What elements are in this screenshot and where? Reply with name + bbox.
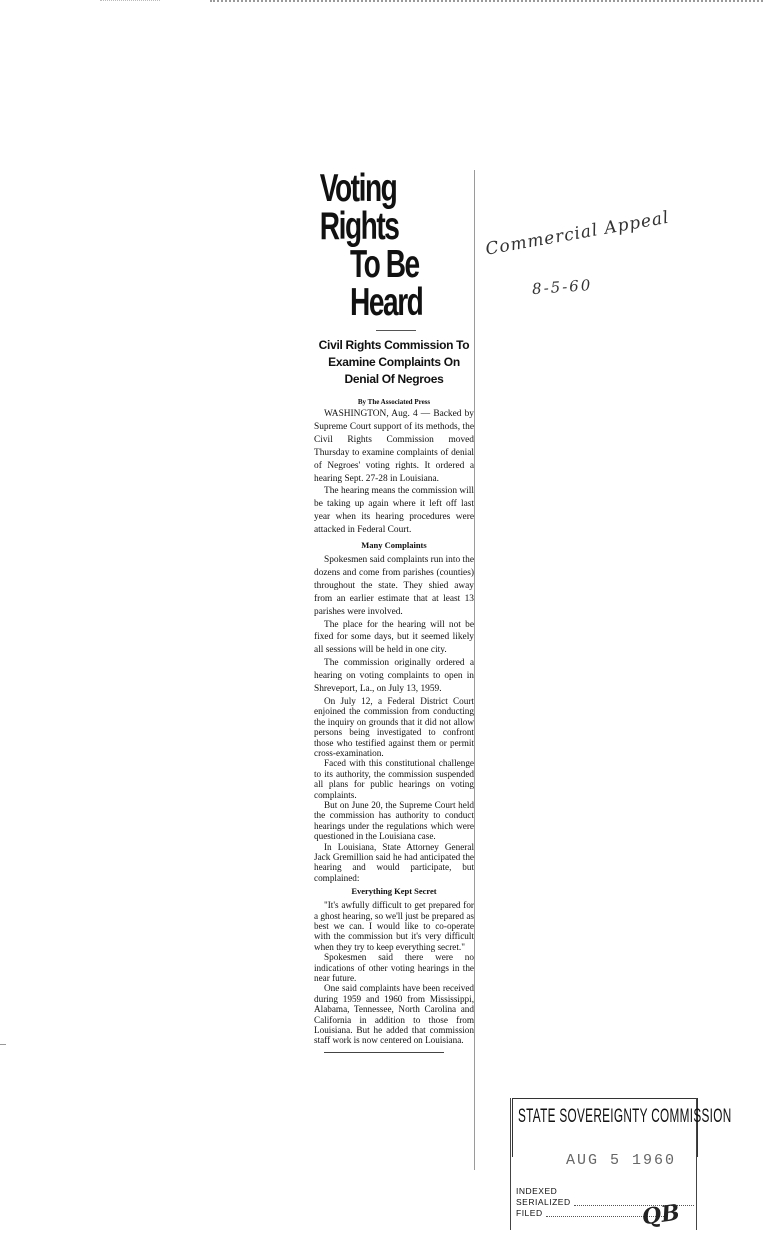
paragraph: The commission originally ordered a hearing on voting complaints to open in Shreveport, La., on July 13, 1959. [314, 658, 474, 695]
stamp-title: STATE SOVEREIGNTY COMMISSION [518, 1106, 732, 1127]
paragraph: In Louisiana, State Attorney General Jack Gremillion said he had anticipated the hearing and would participate, but complained: [314, 841, 474, 883]
end-rule [324, 1052, 444, 1053]
handwritten-date: 8-5-60 [531, 275, 593, 299]
headline [314, 167, 474, 324]
deck-line-3: Denial Of Negroes [344, 372, 444, 386]
headline-line-2: To Be Heard [350, 243, 423, 324]
commission-stamp [512, 1098, 732, 1231]
margin-mark [0, 1044, 6, 1045]
paragraph: The place for the hearing will not be fixed for some days, but it seemed likely all sessions will be held in one city. [314, 619, 474, 656]
column-rule [474, 170, 475, 1170]
paragraph: WASHINGTON, Aug. 4 — Backed by Supreme Court support of its methods, the Civil Rights Commission moved Thursday to examine complaints of denial of Negroes' voting rights. It ordered a hearing Sept. 27-28 in Louisiana. [314, 409, 474, 484]
stamp-date: AUG 5 1960 [566, 1152, 677, 1169]
top-edge-dots [210, 0, 763, 5]
paragraph: On July 12, a Federal District Court enjoined the commission from conducting the inquiry on grounds that it did not allow persons being investigated to confront those who testified against them or permit cross-examination. [314, 695, 474, 758]
article-body [314, 408, 474, 1046]
paragraph: Spokesmen said complaints run into the dozens and come from parishes (counties) throughout the state. They shied away from an earlier estimate that at least 13 parishes were involved. [314, 554, 474, 617]
top-edge-dots-left [100, 0, 160, 3]
paragraph: The hearing means the commission will be taking up again where it left off last year when its hearing procedures were attacked in Federal Court. [314, 486, 474, 536]
newspaper-clipping [314, 167, 474, 1053]
headline-line-1: Voting Rights [319, 167, 399, 248]
filed-label: FILED [516, 1208, 543, 1218]
deck-line-2: Examine Complaints On [328, 355, 460, 369]
deck-line-1: Civil Rights Commission To [318, 338, 470, 352]
paragraph: Faced with this constitutional challenge to its authority, the commission suspended all plans for public hearings on voting complaints. [314, 758, 474, 800]
stamp-border-left [510, 1098, 511, 1230]
paragraph: "It's awfully difficult to get prepared for a ghost hearing, so we'll just be prepared as best we can. I would like to co-operate with the commission but it's very difficult when they try to keep everything secret." [314, 900, 474, 952]
paragraph: One said complaints have been received during 1959 and 1960 from Mississippi, Alabama, Tennessee, North Carolina and California in addition to those from Louisiana. But he added that commission staff work is now centered on Louisiana. [314, 983, 474, 1046]
headline-rule [376, 330, 416, 331]
stamp-initials: QB [640, 1199, 682, 1231]
subhead-everything-kept-secret: Everything Kept Secret [351, 886, 437, 897]
subhead-many-complaints: Many Complaints [361, 540, 427, 551]
stamp-field-indexed [516, 1186, 694, 1197]
byline: By The Associated Press [357, 398, 431, 406]
indexed-label: INDEXED [516, 1186, 558, 1196]
paragraph: Spokesmen said there were no indications of other voting hearings in the near future. [314, 952, 474, 983]
handwritten-source: Commercial Appeal [484, 207, 671, 260]
deck [314, 337, 474, 388]
paragraph: But on June 20, the Supreme Court held the commission has authority to conduct hearings under the regulations which were questioned in the Louisiana case. [314, 800, 474, 842]
serialized-label: SERIALIZED [516, 1197, 571, 1207]
